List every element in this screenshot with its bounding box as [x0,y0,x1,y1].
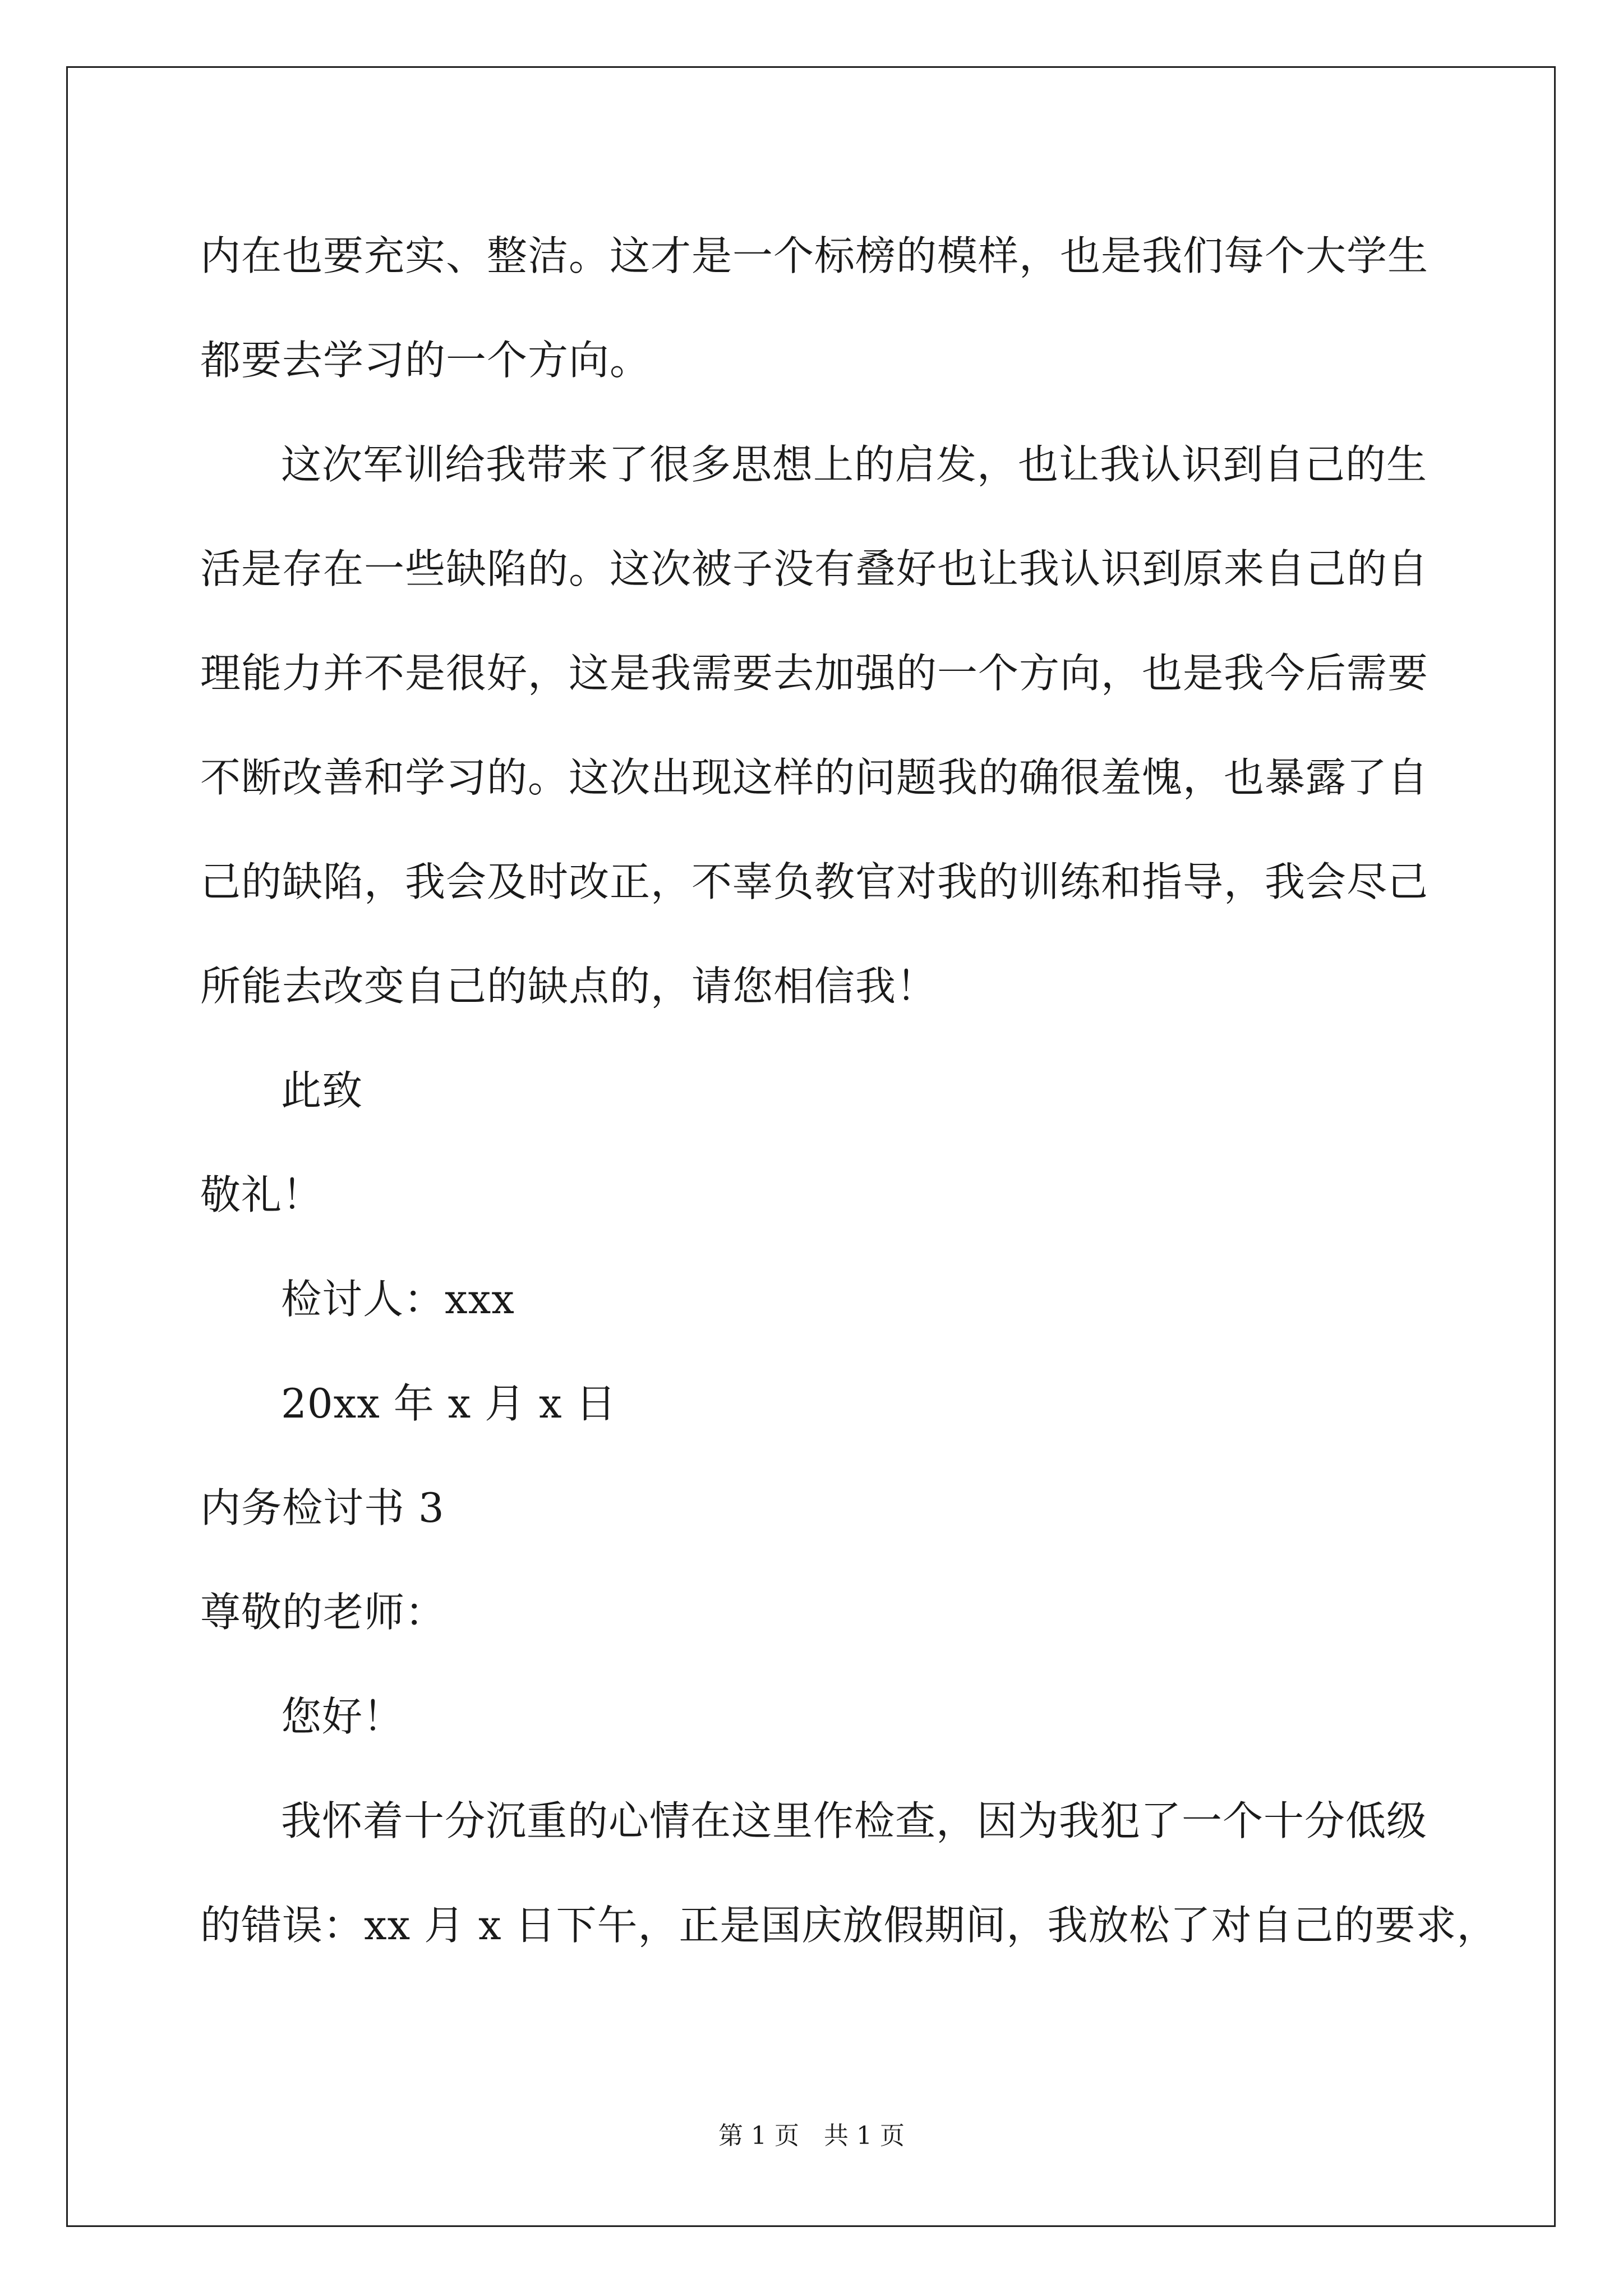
section-title: 内务检讨书 3 [200,1484,445,1531]
paragraph-2-line-3: 理能力并不是很好，这是我需要去加强的一个方向，也是我今后需要 [200,650,1429,697]
paragraph-3-line-2: 的错误：xx 月 x 日下午，正是国庆放假期间，我放松了对自己的要求， [200,1902,1498,1949]
greeting-line: 您好！ [281,1693,404,1740]
date-line: 20xx 年 x 月 x 日 [281,1380,617,1427]
paragraph-2-line-5: 己的缺陷，我会及时改正，不辜负教官对我的训练和指导，我会尽己 [200,858,1429,905]
closing-salutation-1: 此致 [281,1067,363,1114]
paragraph-2-line-4: 不断改善和学习的。这次出现这样的问题我的确很羞愧，也暴露了自 [200,754,1429,801]
paragraph-2-line-2: 活是存在一些缺陷的。这次被子没有叠好也让我认识到原来自己的自 [200,545,1429,592]
page-footer: 第 1 页 共 1 页 [718,2122,905,2150]
signer-line: 检讨人：xxx [281,1276,515,1323]
closing-salutation-2: 敬礼！ [200,1171,324,1218]
paragraph-1-line-1: 内在也要充实、整洁。这才是一个标榜的模样，也是我们每个大学生 [200,232,1429,279]
paragraph-2-line-1: 这次军训给我带来了很多思想上的启发，也让我认识到自己的生 [281,441,1428,488]
paragraph-2-line-6: 所能去改变自己的缺点的，请您相信我！ [200,963,938,1010]
paragraph-1-line-2: 都要去学习的一个方向。 [200,337,651,384]
paragraph-3-line-1: 我怀着十分沉重的心情在这里作检查，因为我犯了一个十分低级 [281,1797,1428,1844]
addressee-line: 尊敬的老师： [200,1589,446,1636]
